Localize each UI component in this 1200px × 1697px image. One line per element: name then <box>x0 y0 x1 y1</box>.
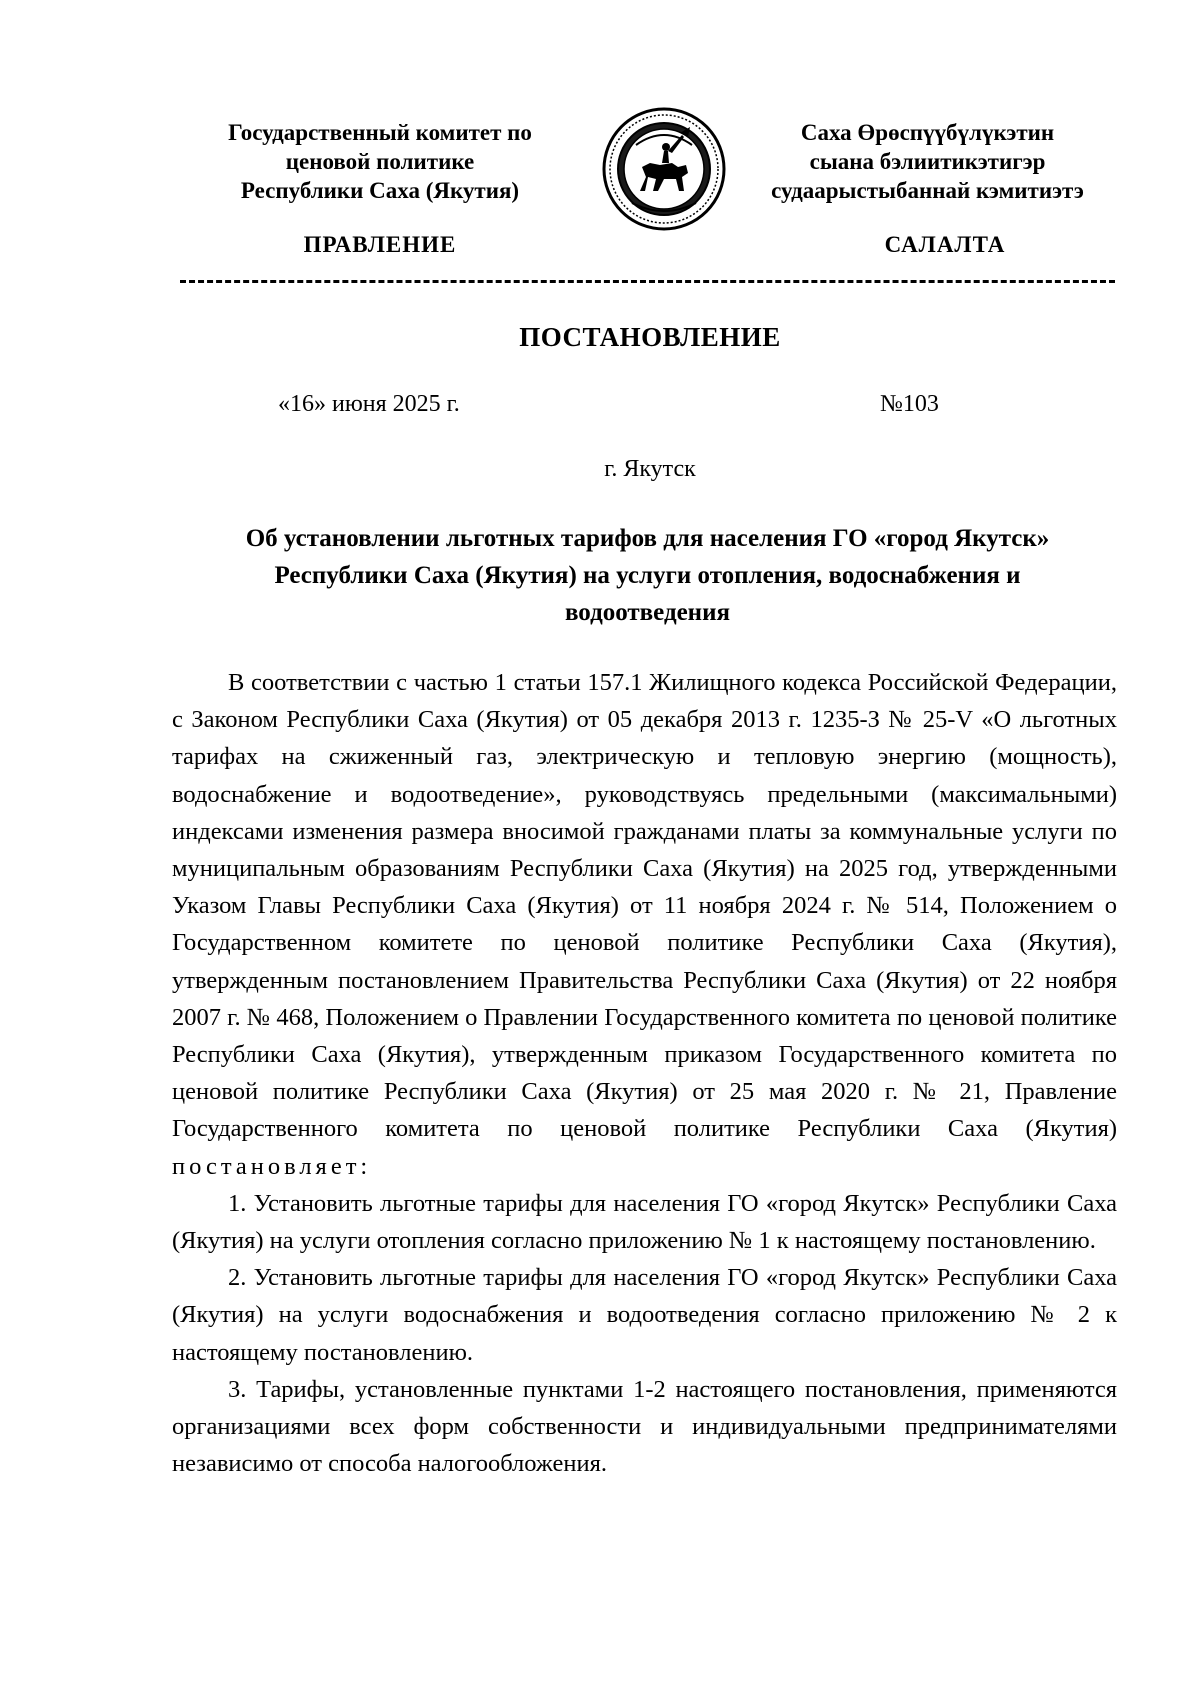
clause-item: 1. Установить льготные тарифы для населения ГО «город Якутск» Республики Саха (Якутия) на услуги отопления согласно приложению № 1 к настоящему постановлению. <box>172 1189 1117 1255</box>
subject-line: Республики Саха (Якутия) на услуги отопления, водоснабжения и <box>274 562 1021 589</box>
subject-line: водоотведения <box>564 599 731 626</box>
document-subject <box>180 520 1115 631</box>
issuer-name-line: судаарыстыбаннай кэмитиэтэ <box>771 178 1084 203</box>
issuer-name-line: Саха Өрөспүүбүлүкэтин <box>800 120 1055 145</box>
clause-item: 3. Тарифы, установленные пунктами 1-2 настоящего постановления, применяются организациями всех форм собственности и индивидуальными предпринимателями независимо от способа налогообложения. <box>172 1375 1117 1478</box>
issuer-name-line: ценовой политике <box>285 149 475 174</box>
document-number: №103 <box>880 391 939 417</box>
header-divider <box>180 280 1115 283</box>
clause-item: 2. Установить льготные тарифы для населения ГО «город Якутск» Республики Саха (Якутия) на услуги водоснабжения и водоотведения согласно приложению № 2 к настоящему постановлению. <box>172 1264 1117 1366</box>
board-label-russian: ПРАВЛЕНИЕ <box>303 232 457 257</box>
issuer-name-russian <box>180 118 580 205</box>
issuer-name-sakha <box>730 118 1125 205</box>
document-type-title: ПОСТАНОВЛЕНИЕ <box>519 322 781 352</box>
subject-line: Об установлении льготных тарифов для населения ГО «город Якутск» <box>245 525 1050 552</box>
document-city: г. Якутск <box>604 456 696 482</box>
issuer-name-line: Государственный комитет по <box>228 120 532 145</box>
coat-of-arms-emblem <box>602 107 726 231</box>
preamble-text: В соответствии с частью 1 статьи 157.1 Жилищного кодекса Российской Федерации, с Законом Республики Саха (Якутия) от 05 декабря 2013 г. 1235-З № 25-V «О льготных тарифах на сжиженный газ, электрическую и тепловую энергию (мощность), водоснабжение и водоотведение», руководствуясь предельными (максимальными) индексами изменения размера вносимой гражданами платы за коммунальные услуги по муниципальным образованиям Республики Саха (Якутия) на 2025 год, утвержденными Указом Главы Республики Саха (Якутия) от 11 ноября 2024 г. № 514, Положением о Государственном комитете по ценовой политике Республики Саха (Якутия), утвержденным постановлением Правительства Республики Саха (Якутия) от 22 ноября 2007 г. № 468, Положением о Правлении Государственного комитета по ценовой политике Республики Саха (Якутия), утвержденным приказом Государственного комитета по ценовой политике Республики Саха (Якутия) от 25 мая 2020 г. № 21, Правление Государственного комитета по ценовой политике Республики Саха (Якутия) <box>172 669 1117 1143</box>
resolves-word: постановляет: <box>172 1152 372 1180</box>
issuer-name-line: сыана бэлиитикэтигэр <box>809 149 1046 174</box>
document-body <box>172 664 1117 1482</box>
board-label-sakha: САЛАЛТА <box>884 232 1006 257</box>
preamble-paragraph <box>172 664 1117 1185</box>
issuer-name-line: Республики Саха (Якутия) <box>240 178 520 203</box>
document-date: «16» июня 2025 г. <box>278 391 460 417</box>
